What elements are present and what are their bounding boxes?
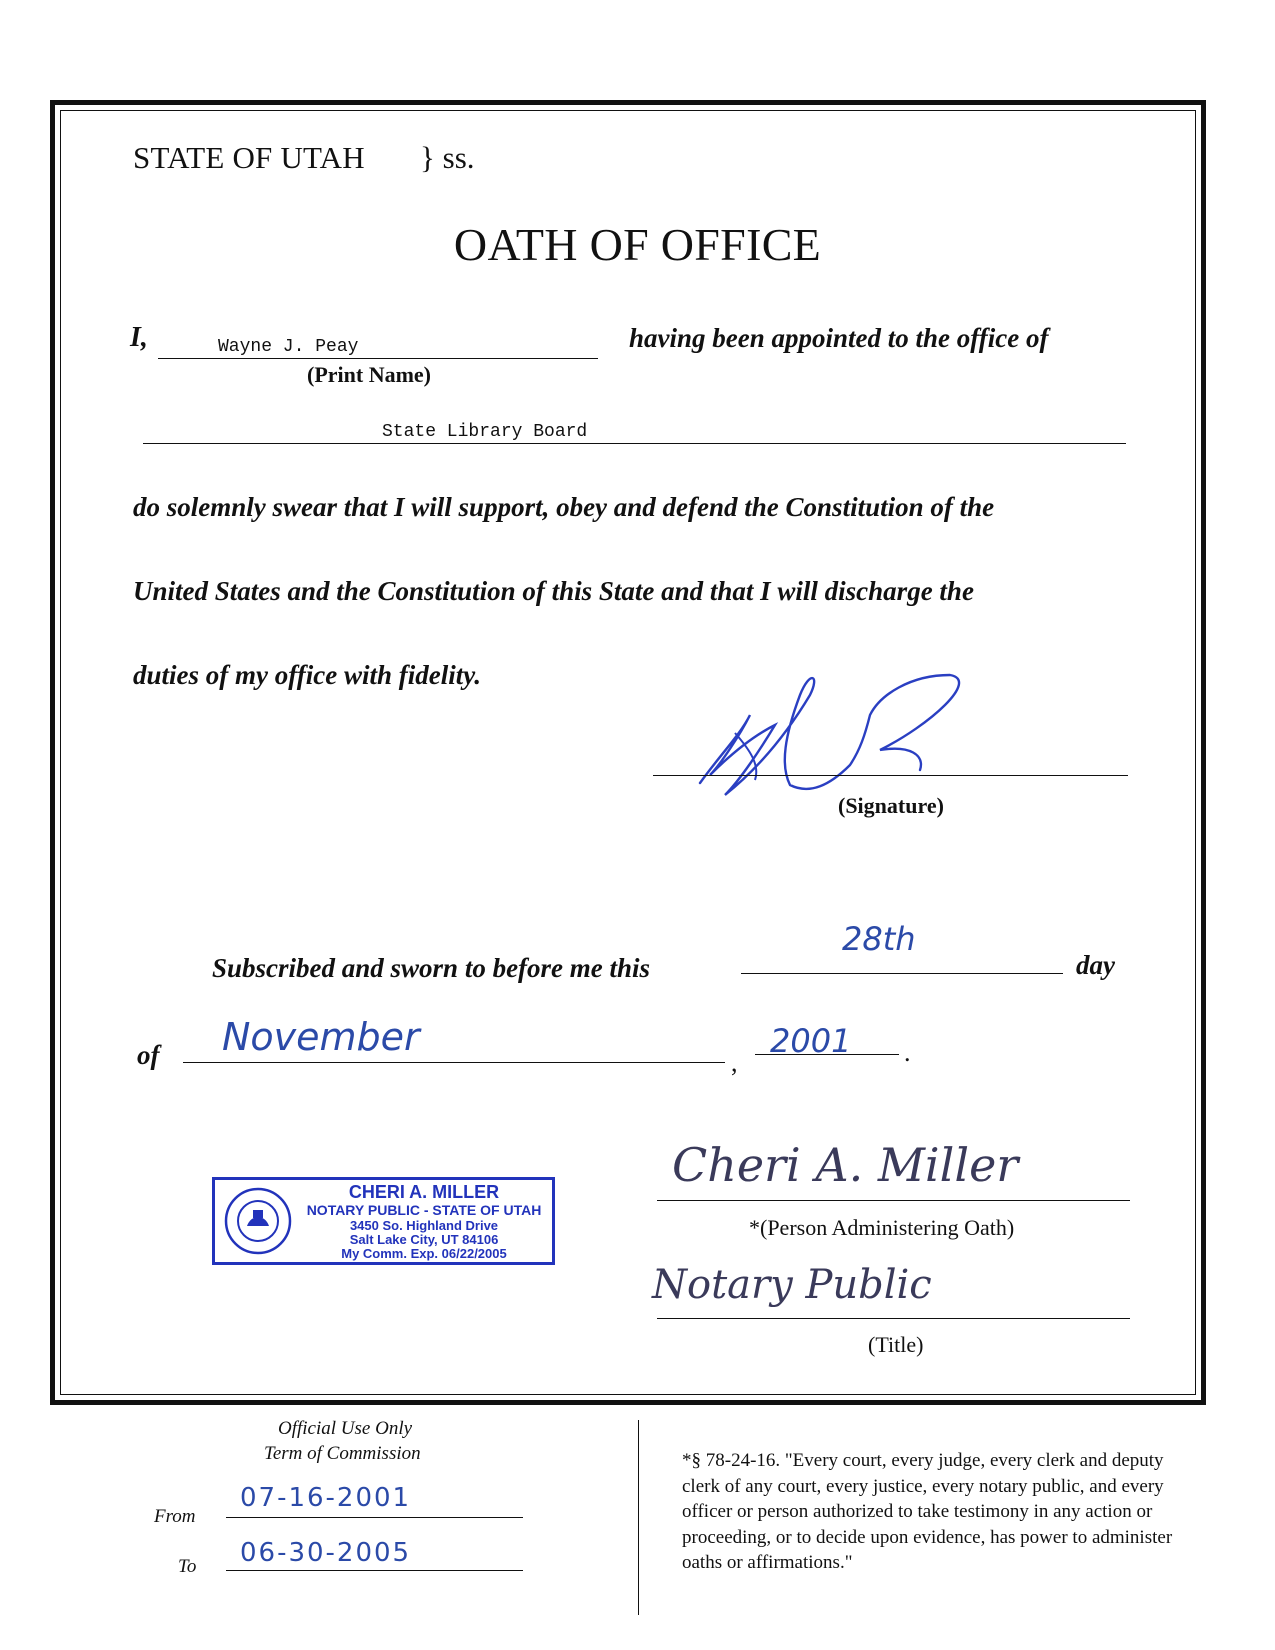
document-title: OATH OF OFFICE (453, 219, 822, 270)
month-line (183, 1062, 725, 1063)
of-label: of (137, 1040, 160, 1070)
print-name-value[interactable]: Wayne J. Peay (218, 337, 359, 357)
statute-text: *§ 78-24-16. "Every court, every judge, every clerk and deputy clerk of any court, every justice, every notary public, and every officer or person authorized to take testimony in any action or proceeding, or to decide upon evidence, has power to administer oaths or affirmations." (682, 1450, 1173, 1573)
oath-line-3: duties of my office with fidelity. (133, 660, 481, 690)
ss-mark: } ss. (420, 140, 475, 175)
sworn-phrase: Subscribed and sworn to before me this (212, 953, 651, 983)
day-line (741, 973, 1063, 974)
signature-line (653, 775, 1128, 776)
office-line (143, 443, 1126, 444)
print-name-line (158, 358, 598, 359)
to-value[interactable]: 06-30-2005 (240, 1538, 412, 1568)
period: . (904, 1038, 911, 1067)
print-name-caption: (Print Name) (307, 362, 432, 387)
stamp-title: NOTARY PUBLIC - STATE OF UTAH (306, 1202, 542, 1218)
appointed-phrase: having been appointed to the office of (629, 323, 1049, 353)
month-value[interactable]: November (222, 1015, 420, 1059)
term-heading: Term of Commission (264, 1443, 421, 1464)
from-line (226, 1517, 523, 1518)
office-value[interactable]: State Library Board (382, 422, 588, 442)
official-use-heading: Official Use Only (278, 1418, 413, 1439)
year-line (755, 1054, 899, 1055)
stamp-expiry: My Comm. Exp. 06/22/2005 (341, 1246, 507, 1261)
signature-caption: (Signature) (838, 793, 944, 818)
to-label: To (178, 1556, 197, 1577)
footer-divider (638, 1420, 639, 1615)
administrator-caption: *(Person Administering Oath) (749, 1215, 1015, 1240)
title-caption: (Title) (868, 1332, 924, 1357)
from-label: From (154, 1506, 196, 1527)
state-heading: STATE OF UTAH (133, 140, 365, 175)
oath-line-2: United States and the Constitution of this State and that I will discharge the (133, 576, 974, 606)
from-value[interactable]: 07-16-2001 (240, 1483, 412, 1513)
notary-stamp (212, 1177, 555, 1265)
stamp-name: CHERI A. MILLER (348, 1182, 500, 1202)
year-value[interactable]: 2001 (770, 1022, 852, 1060)
comma: , (731, 1048, 738, 1077)
title-value[interactable]: Notary Public (652, 1262, 932, 1308)
day-value[interactable]: 28th (842, 920, 916, 958)
title-line (657, 1318, 1130, 1319)
stamp-address1: 3450 So. Highland Drive (349, 1218, 499, 1233)
day-label: day (1076, 950, 1115, 980)
to-line (226, 1570, 523, 1571)
administrator-line (657, 1200, 1130, 1201)
oath-line-1: do solemnly swear that I will support, obey and defend the Constitution of the (133, 492, 995, 522)
administrator-signature[interactable]: Cheri A. Miller (672, 1138, 1019, 1192)
state-seal-icon (223, 1186, 293, 1256)
stamp-address2: Salt Lake City, UT 84106 (349, 1232, 499, 1247)
appointment-prefix: I, (130, 322, 148, 353)
